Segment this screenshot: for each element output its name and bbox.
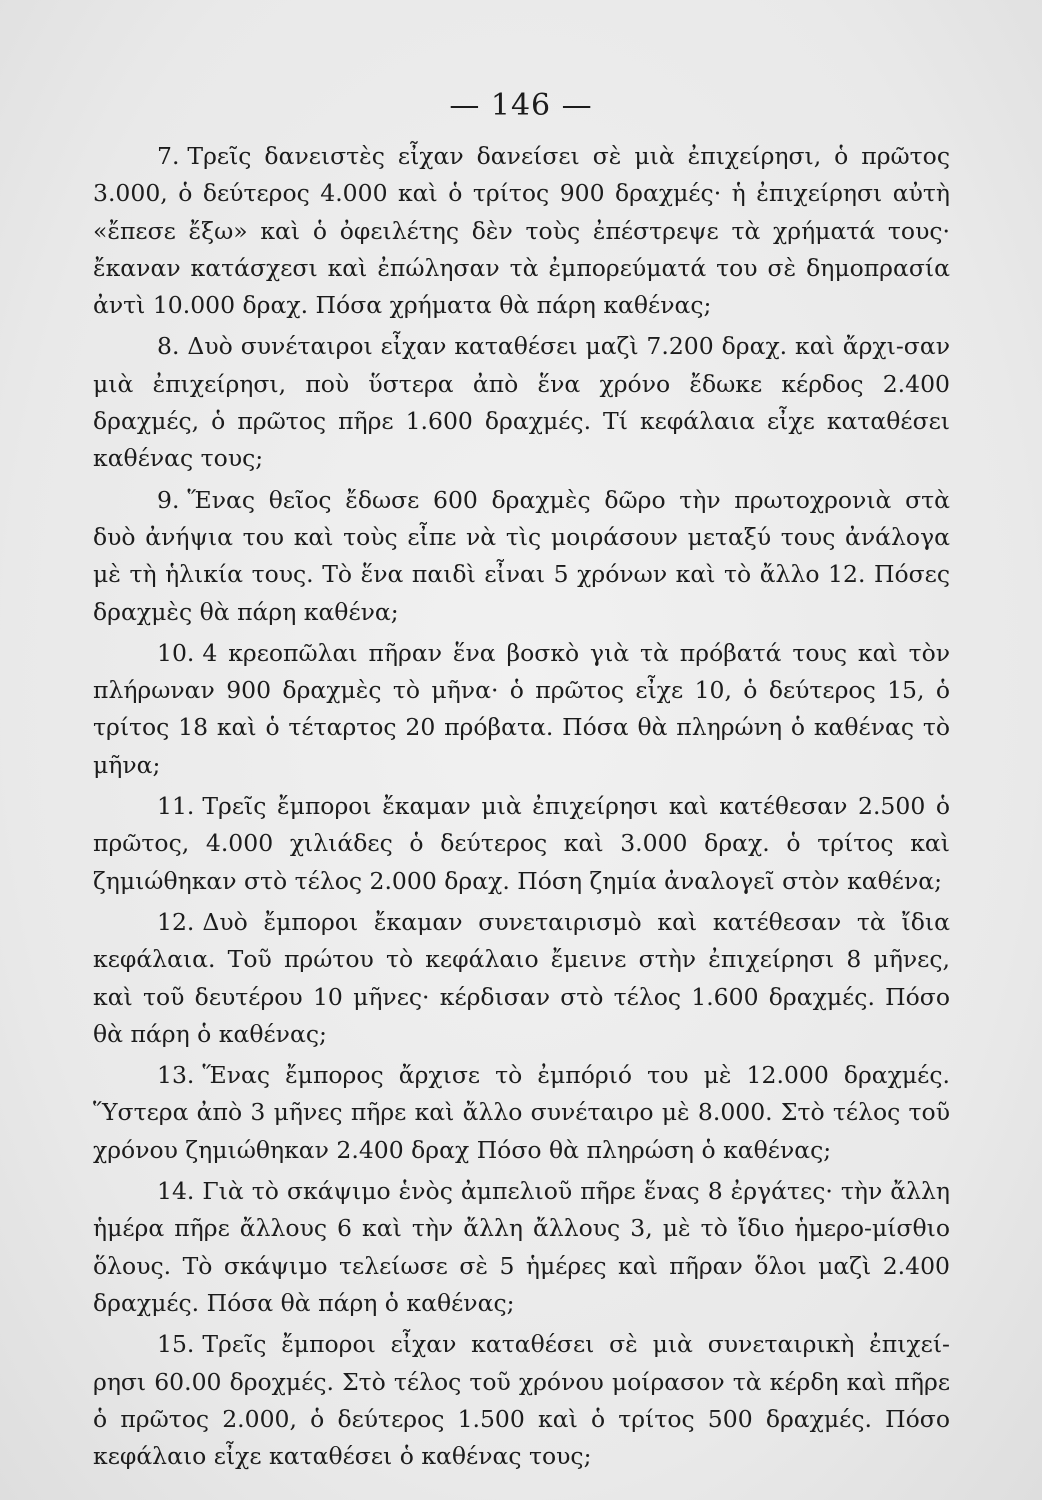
problem-11 xyxy=(93,788,950,900)
problem-number: 14. xyxy=(157,1177,195,1206)
problem-text: Δυὸ ἔμποροι ἔκαμαν συνεταιρισμὸ καὶ κατέθεσαν τὰ ἴδια κεφάλαια. Τοῦ πρώτου τὸ κεφάλαιο ἔμεινε στὴν ἐπιχείρησι 8 μῆνες, καὶ τοῦ δευτέρου 10 μῆνες· κέρδισαν στὸ τέλος 1.600 δραχμές. Πόσο θὰ πάρη ὁ καθένας; xyxy=(93,907,950,1048)
problem-13 xyxy=(93,1057,950,1169)
problem-number: 9. xyxy=(157,485,180,514)
problem-14 xyxy=(93,1173,950,1322)
page-number: — 146 — xyxy=(449,88,593,123)
problem-list xyxy=(93,138,950,1479)
problem-text: Τρεῖς ἔμποροι ἔκαμαν μιὰ ἐπιχείρησι καὶ κατέθεσαν 2.500 ὁ πρῶτος, 4.000 χιλιάδες ὁ δεύτερος καὶ 3.000 δραχ. ὁ τρίτος καὶ ζημιώθηκαν στὸ τέλος 2.000 δραχ. Πόση ζημία ἀναλογεῖ στὸν καθένα; xyxy=(93,792,950,895)
problem-8 xyxy=(93,328,950,477)
problem-10 xyxy=(93,635,950,784)
problem-12 xyxy=(93,904,950,1053)
problem-number: 15. xyxy=(157,1330,195,1359)
problem-number: 13. xyxy=(157,1061,195,1090)
problem-text: Γιὰ τὸ σκάψιμο ἑνὸς ἀμπελιοῦ πῆρε ἕνας 8 ἐργάτες· τὴν ἄλλη ἡμέρα πῆρε ἄλλους 6 καὶ τὴν ἄλλη ἄλλους 3, μὲ τὸ ἴδιο ἡμερο-μίσθιο ὅλους. Τὸ σκάψιμο τελείωσε σὲ 5 ἡμέρες καὶ πῆραν ὅλοι μαζὶ 2.400 δραχμές. Πόσα θὰ πάρη ὁ καθένας; xyxy=(93,1177,950,1317)
problem-number: 8. xyxy=(157,332,180,361)
problem-text: Τρεῖς ἔμποροι εἶχαν καταθέσει σὲ μιὰ συνεταιρικὴ ἐπιχεί-ρησι 60.00 δροχμές. Στὸ τέλος τοῦ χρόνου μοίρασον τὰ κέρδη καὶ πῆρε ὁ πρῶτος 2.000, ὁ δεύτερος 1.500 καὶ ὁ τρίτος 500 δραχμές. Πόσο κεφάλαιο εἶχε καταθέσει ὁ καθένας τους; xyxy=(93,1330,950,1471)
problem-number: 10. xyxy=(157,638,195,667)
problem-9 xyxy=(93,482,950,631)
problem-text: Δυὸ συνέταιροι εἶχαν καταθέσει μαζὶ 7.200 δραχ. καὶ ἄρχι-σαν μιὰ ἐπιχείρησι, ποὺ ὕστερα ἀπὸ ἕνα χρόνο ἔδωκε κέρδος 2.400 δραχμές, ὁ πρῶτος πῆρε 1.600 δραχμές. Τί κεφάλαια εἶχε καταθέσει καθένας τους; xyxy=(93,332,950,473)
problem-text: Ἕνας ἔμπορος ἄρχισε τὸ ἐμπόριό του μὲ 12.000 δραχμές. Ὕστερα ἀπὸ 3 μῆνες πῆρε καὶ ἄλλο συνέταιρο μὲ 8.000. Στὸ τέλος τοῦ χρόνου ζημιώθηκαν 2.400 δραχ Πόσο θὰ πληρώση ὁ καθένας; xyxy=(93,1061,950,1164)
problem-text: Τρεῖς δανειστὲς εἶχαν δανείσει σὲ μιὰ ἐπιχείρησι, ὁ πρῶτος 3.000, ὁ δεύτερος 4.000 καὶ ὁ τρίτος 900 δραχμές· ἡ ἐπιχείρησι αὐτὴ «ἔπεσε ἔξω» καὶ ὁ ὀφειλέτης δὲν τοὺς ἐπέστρεψε τὰ χρήματά τους· ἔκαναν κατάσχεσι καὶ ἐπώλησαν τὰ ἐμπορεύματά του σὲ δημοπρασία ἀντὶ 10.000 δραχ. Πόσα χρήματα θὰ πάρη καθένας; xyxy=(93,142,950,320)
problem-15 xyxy=(93,1326,950,1475)
problem-7 xyxy=(93,138,950,324)
problem-text: Ἕνας θεῖος ἔδωσε 600 δραχμὲς δῶρο τὴν πρωτοχρονιὰ στὰ δυὸ ἀνήψια του καὶ τοὺς εἶπε νὰ τὶς μοιράσουν μεταξύ τους ἀνάλογα μὲ τὴ ἡλικία τους. Τὸ ἕνα παιδὶ εἶναι 5 χρόνων καὶ τὸ ἄλλο 12. Πόσες δραχμὲς θὰ πάρη καθένα; xyxy=(93,485,950,626)
problem-number: 12. xyxy=(157,907,195,936)
problem-text: 4 κρεοπῶλαι πῆραν ἕνα βοσκὸ γιὰ τὰ πρόβατά τους καὶ τὸν πλήρωναν 900 δραχμὲς τὸ μῆνα· ὁ πρῶτος εἶχε 10, ὁ δεύτερος 15, ὁ τρίτος 18 καὶ ὁ τέταρτος 20 πρόβατα. Πόσα θὰ πληρώνη ὁ καθένας τὸ μῆνα; xyxy=(93,638,950,779)
problem-number: 11. xyxy=(157,792,195,821)
problem-number: 7. xyxy=(157,142,180,170)
